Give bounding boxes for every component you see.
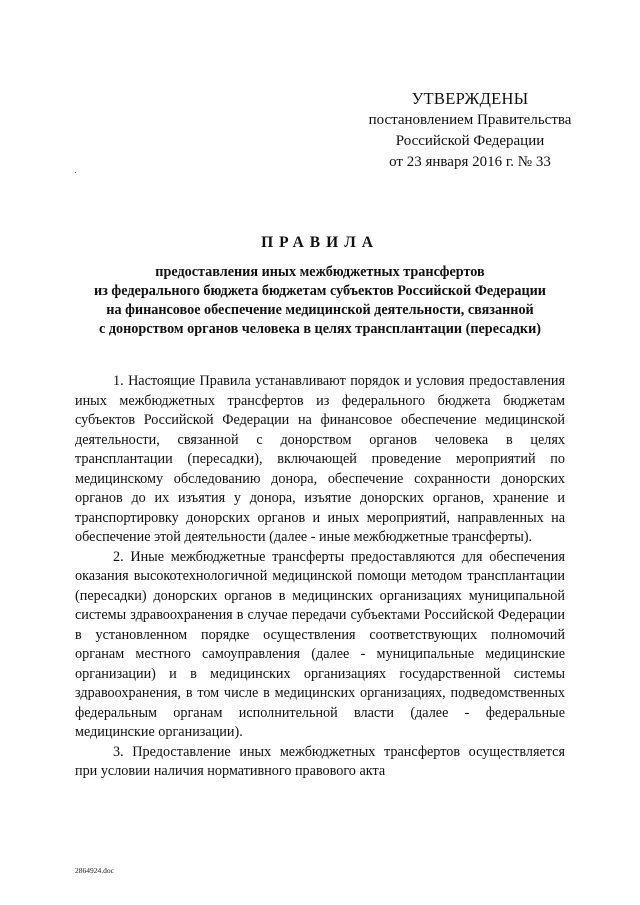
approval-date-line: от 23 января 2016 г. № 33 — [389, 154, 551, 170]
paragraph-2: 2. Иные межбюджетные трансферты предоставляются для обеспечения оказания высокотехнологичной медицинской помощи методом трансплантации (пересадки) донорских органов в медицинских организациях муниципальной системы здравоохранения в случае передачи субъектами Российской Федерации в установленном порядке осуществления соответствующих полномочий органам местного самоуправления (далее - муниципальные медицинские организации) и в медицинских организациях государственной системы здравоохранения, в том числе в медицинских организациях, подведомственных федеральным органам исполнительной власти (далее - федеральные медицинские организации). — [75, 548, 565, 740]
subtitle-line: на финансовое обеспечение медицинской деятельности, связанной — [106, 302, 534, 318]
paragraph-1: 1. Настоящие Правила устанавливают порядок и условия предоставления иных межбюджетных трансфертов из федерального бюджета бюджетам субъектов Российской Федерации на финансовое обеспечение медицинской деятельности, связанной с донорством органов человека в целях трансплантации (пересадки), включающей проведение мероприятий по медицинскому обследованию донора, обеспечение сохранности донорских органов до их изъятия у донора, изъятие донорских органов, хранение и транспортировку донорских органов и иных мероприятий, направленных на обеспечение этой деятельности (далее - иные межбюджетные трансферты). — [75, 373, 565, 545]
subtitle-line: предоставления иных межбюджетных трансфертов — [155, 264, 485, 280]
scan-speck — [75, 172, 76, 173]
approval-line: постановлением Правительства — [368, 112, 572, 128]
file-name-footer: 2864924.doc — [75, 866, 114, 875]
subtitle-line: с донорством органов человека в целях трансплантации (пересадки) — [99, 321, 541, 337]
subtitle-line: из федерального бюджета бюджетам субъектов Российской Федерации — [94, 283, 546, 299]
document-subtitle — [70, 263, 570, 339]
approval-line: Российской Федерации — [395, 133, 545, 149]
approval-block — [350, 88, 590, 173]
document-body — [75, 372, 565, 782]
document-title: ПРАВИЛА — [261, 234, 379, 251]
paragraph-3: 3. Предоставление иных межбюджетных трансфертов осуществляется при условии наличия нормативного правового акта — [75, 743, 565, 779]
approval-heading: УТВЕРЖДЕНЫ — [411, 89, 529, 108]
